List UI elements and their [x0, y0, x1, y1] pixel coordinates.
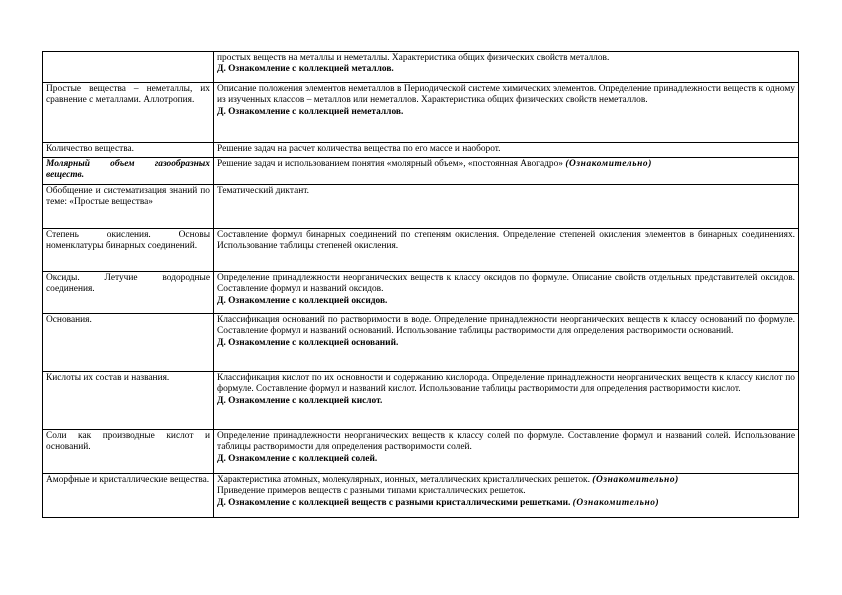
demo-note: Д. Ознакомление с коллекцией оксидов. — [217, 295, 388, 306]
topic-cell: Соли как производные кислот и оснований. — [43, 430, 214, 474]
topic-cell: Кислоты их состав и названия. — [43, 372, 214, 430]
activity-text: Описание положения элементов неметаллов в Периодической системе химических элементов. Определение принадлежности веществ к одному из изученных классов – металлов или неметаллов. Характеристика общих физических свойств неметаллов. — [217, 84, 795, 106]
demo-note: Д. Ознакомление с коллекцией неметаллов. — [217, 106, 404, 117]
ozn-note: (Ознакомительно) — [565, 159, 652, 169]
topic-cell: Основания. — [43, 314, 214, 372]
activity-text: простых веществ на металлы и неметаллы. Характеристика общих физических свойств металлов. — [217, 53, 610, 63]
activity-text: Составление формул бинарных соединений по степеням окисления. Определение степеней окисления элементов в бинарных соединениях. Использование таблицы степеней окисления. — [217, 230, 795, 252]
topic-cell — [43, 52, 214, 83]
activity-text: Определение принадлежности неорганических веществ к классу оксидов по формуле. Описание свойств отдельных представителей оксидов. Составление формул и названий оксидов. — [217, 273, 795, 295]
activity-cell — [214, 158, 799, 185]
activity-text: Тематический диктант. — [217, 186, 309, 196]
table-row — [43, 229, 799, 272]
activity-text: Решение задач на расчет количества вещества по его массе и наоборот. — [217, 144, 501, 154]
activity-text: Решение задач и использованием понятия «молярный объем», «постоянная Авогадро» — [217, 159, 563, 169]
table-row — [43, 372, 799, 430]
demo-note: Д. Ознакомление с коллекцией металлов. — [217, 64, 394, 75]
curriculum-table — [42, 51, 799, 518]
activity-cell — [214, 430, 799, 474]
activity-cell — [214, 229, 799, 272]
activity-cell — [214, 272, 799, 314]
ozn-note: (Ознакомительно) — [572, 497, 660, 508]
activity-text: Определение принадлежности неорганических веществ к классу солей по формуле. Составление формул и названий солей. Использование таблицы растворимости для определения растворимости солей. — [217, 431, 795, 453]
activity-text: Классификация оснований по растворимости в воде. Определение принадлежности неорганических веществ к классу оснований по формуле. Составление формул и названий оснований. Использование таблицы растворимости для определения растворимости оснований. — [217, 315, 795, 337]
activity-cell — [214, 185, 799, 229]
table-row — [43, 83, 799, 143]
table-row — [43, 52, 799, 83]
topic-cell: Степень окисления. Основы номенклатуры бинарных соединений. — [43, 229, 214, 272]
activity-text: Приведение примеров веществ с разными типами кристаллических решеток. — [217, 486, 526, 497]
activity-text: Характеристика атомных, молекулярных, ионных, металлических кристаллических решеток. — [217, 475, 590, 485]
table-row — [43, 314, 799, 372]
table-row — [43, 185, 799, 229]
table-row — [43, 272, 799, 314]
topic-cell: Количество вещества. — [43, 143, 214, 158]
activity-cell — [214, 143, 799, 158]
table-row — [43, 430, 799, 474]
activity-cell — [214, 372, 799, 430]
activity-cell — [214, 314, 799, 372]
topic-cell: Аморфные и кристаллические вещества. — [43, 474, 214, 518]
topic-cell: Молярный объем газообразных веществ. — [43, 158, 214, 185]
activity-cell — [214, 83, 799, 143]
table-row — [43, 474, 799, 518]
activity-cell — [214, 52, 799, 83]
demo-note: Д. Ознакомление с коллекцией веществ с разными кристаллическими решетками. — [217, 497, 571, 508]
table-row — [43, 158, 799, 185]
demo-note: Д. Ознакомление с коллекцией кислот. — [217, 395, 383, 406]
activity-cell — [214, 474, 799, 518]
table-row — [43, 143, 799, 158]
demo-note: Д. Ознакомление с коллекцией оснований. — [217, 337, 399, 348]
activity-text: Классификация кислот по их основности и содержанию кислорода. Определение принадлежности неорганических веществ к классу кислот по формуле. Составление формул и названий кислот. Использование таблицы растворимости для определения растворимости кислот. — [217, 373, 795, 395]
ozn-note: (Ознакомительно) — [592, 475, 679, 485]
topic-cell: Оксиды. Летучие водородные соединения. — [43, 272, 214, 314]
demo-note: Д. Ознакомление с коллекцией солей. — [217, 453, 378, 464]
topic-cell: Обобщение и систематизация знаний по теме: «Простые вещества» — [43, 185, 214, 229]
topic-cell: Простые вещества – неметаллы, их сравнение с металлами. Аллотропия. — [43, 83, 214, 143]
